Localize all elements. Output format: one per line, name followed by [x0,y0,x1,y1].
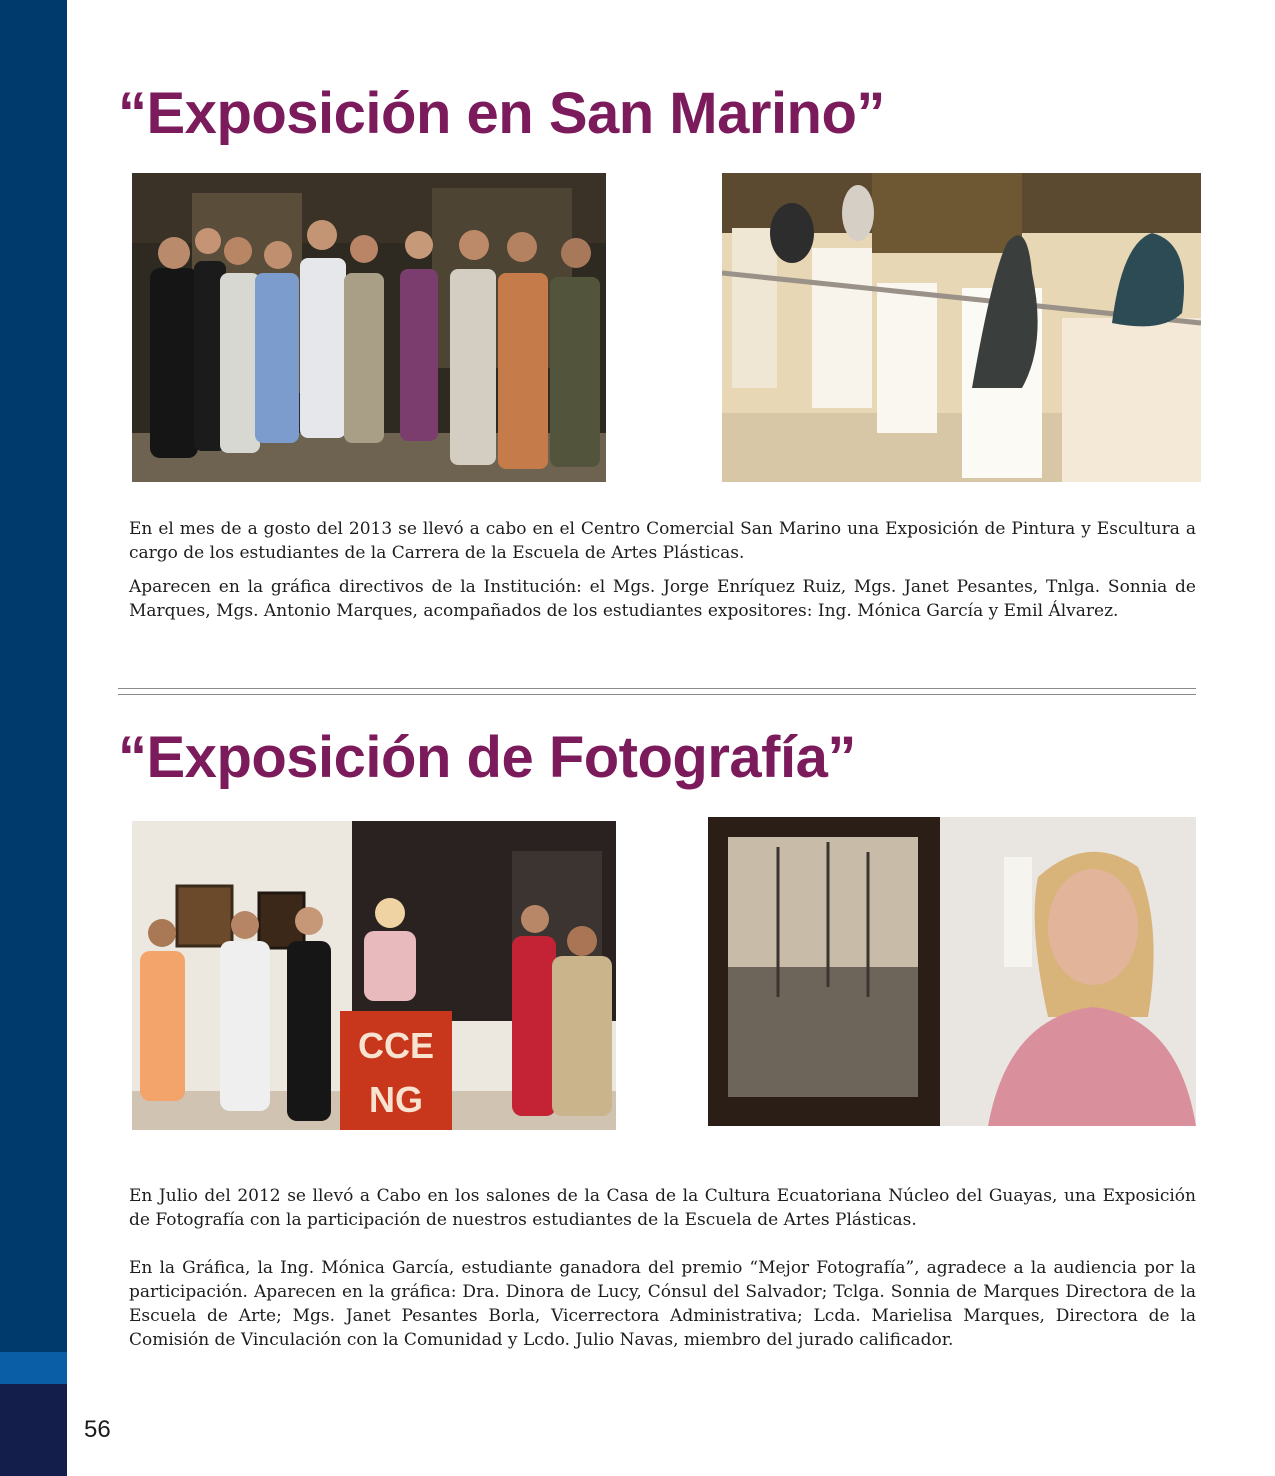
sidebar-bottom-band [0,1384,67,1476]
sidebar-band [0,0,67,1352]
sidebar-accent-band [0,1352,67,1384]
paragraph: Aparecen en la gráfica directivos de la Institución: el Mgs. Jorge Enríquez Ruiz, Mgs. Janet Pesantes, Tnlga. Sonnia de Marques, Mgs. Antonio Marques, acompañados de los estudiantes expositores: Ing. Mónica García y Emil Álvarez. [129,577,1196,621]
podium-sign-bottom: NG [369,1079,423,1120]
paragraph: En Julio del 2012 se llevó a Cabo en los salones de la Casa de la Cultura Ecuatoriana Núcleo del Guayas, una Exposición de Fotografía con la participación de nuestros estudiantes de la Escuela de Artes Plásticas. [129,1186,1196,1230]
page-number: 56 [84,1416,111,1443]
section-divider [118,688,1196,697]
section-title-san-marino: “Exposición en San Marino” [118,81,885,146]
san-marino-description [129,517,1196,633]
photo-award-winner-portrait [708,817,1196,1126]
paragraph: En el mes de a gosto del 2013 se llevó a cabo en el Centro Comercial San Marino una Exposición de Pintura y Escultura a cargo de los estudiantes de la Carrera de la Escuela de Artes Plásticas. [129,519,1196,563]
photo-group-at-exhibition [132,173,606,482]
podium-sign-top: CCE [357,1025,434,1066]
paragraph: En la Gráfica, la Ing. Mónica García, estudiante ganadora del premio “Mejor Fotografía”, agradece a la audiencia por la participación. Aparecen en la gráfica: Dra. Dinora de Lucy, Cónsul del Salvador; Tclga. Sonnia de Marques Directora de la Escuela de Arte; Mgs. Janet Pesantes Borla, Vicerrectora Administrativa; Lcda. Marielisa Marques, Directora de la Comisión de Vinculación con la Comunidad y Lcdo. Julio Navas, miembro del jurado calificador. [129,1258,1196,1350]
photo-podium-speech [132,821,616,1130]
fotografia-description [129,1184,1196,1376]
photo-sculptures [722,173,1201,482]
section-title-fotografia: “Exposición de Fotografía” [118,725,856,790]
